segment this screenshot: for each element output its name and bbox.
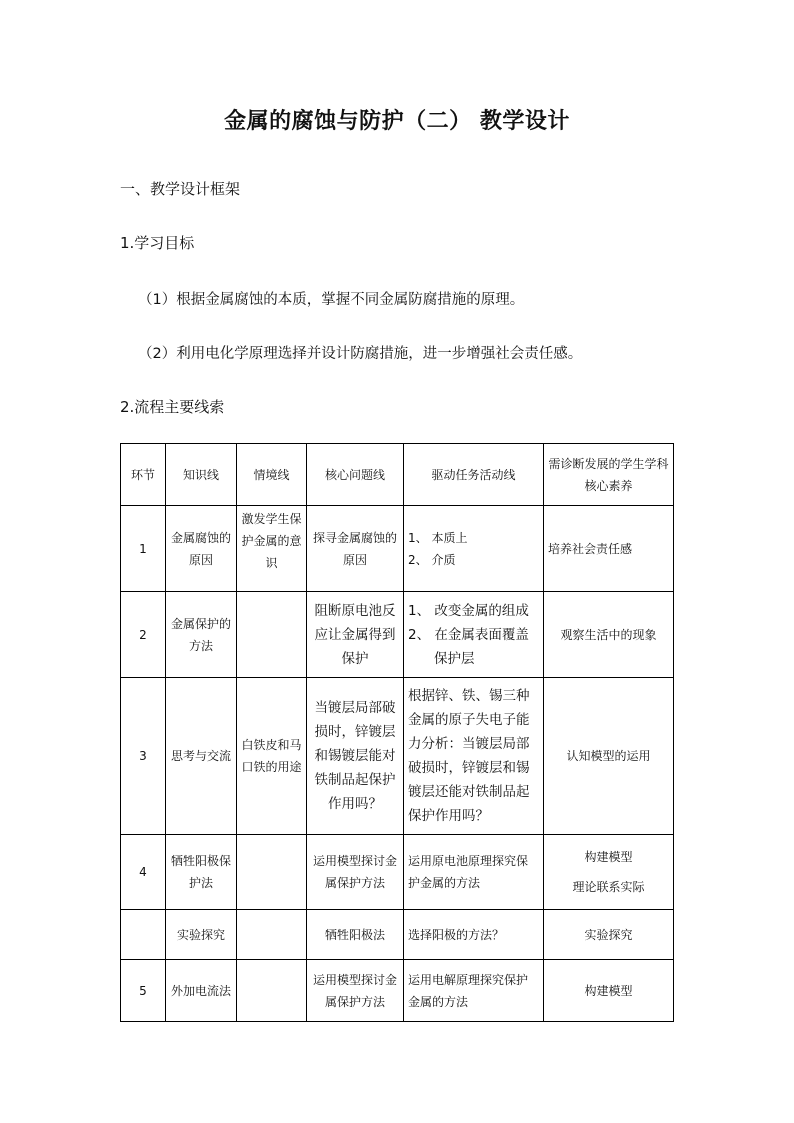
cell-question: 运用模型探讨金属保护方法 <box>307 835 404 910</box>
cell-knowledge: 金属腐蚀的原因 <box>166 506 237 592</box>
section-heading-framework: 一、教学设计框架 <box>120 180 241 198</box>
task-line: 2、 介质 <box>408 552 456 567</box>
cell-question: 牺牲阳极法 <box>307 910 404 960</box>
cell-tasks: 运用电解原理探究保护金属的方法 <box>404 960 544 1022</box>
table-row <box>121 910 674 960</box>
cell-step: 5 <box>121 960 166 1022</box>
task-line: 2、 在金属表面覆盖 <box>408 626 529 643</box>
header-context: 情境线 <box>237 444 307 506</box>
table-row <box>121 592 674 678</box>
header-literacy: 需诊断发展的学生学科核心素养 <box>544 444 674 506</box>
cell-tasks: 运用原电池原理探究保护金属的方法 <box>404 835 544 910</box>
goal-item-2: （2）利用电化学原理选择并设计防腐措施，进一步增强社会责任感。 <box>138 346 583 362</box>
cell-tasks: 选择阳极的方法？ <box>404 910 544 960</box>
cell-question: 阻断原电池反应让金属得到保护 <box>307 592 404 678</box>
flow-heading: 2.流程主要线索 <box>120 398 225 416</box>
flow-table <box>120 443 674 1022</box>
cell-context: 白铁皮和马口铁的用途 <box>237 678 307 835</box>
literacy-line: 理论联系实际 <box>572 880 645 894</box>
cell-tasks: 根据锌、铁、锡三种金属的原子失电子能力分析：当镀层局部破损时，锌镀层和锡镀层还能对铁制品起保护作用吗？ <box>404 678 544 835</box>
cell-step: 4 <box>121 835 166 910</box>
cell-knowledge: 实验探究 <box>166 910 237 960</box>
cell-literacy: 构建模型 <box>544 960 674 1022</box>
goal-item-1: （1）根据金属腐蚀的本质，掌握不同金属防腐措施的原理。 <box>138 292 525 308</box>
task-line: 保护层 <box>434 650 475 667</box>
table-row <box>121 506 674 592</box>
cell-knowledge: 金属保护的方法 <box>166 592 237 678</box>
table-row <box>121 678 674 835</box>
cell-context <box>237 592 307 678</box>
table-header-row <box>121 444 674 506</box>
cell-knowledge: 外加电流法 <box>166 960 237 1022</box>
cell-question: 运用模型探讨金属保护方法 <box>307 960 404 1022</box>
table-row <box>121 960 674 1022</box>
header-tasks: 驱动任务活动线 <box>404 444 544 506</box>
literacy-line: 构建模型 <box>584 850 633 864</box>
cell-tasks <box>404 592 544 678</box>
cell-literacy <box>544 835 674 910</box>
cell-context <box>237 910 307 960</box>
cell-step: 1 <box>121 506 166 592</box>
cell-question: 当镀层局部破损时，锌镀层和锡镀层能对铁制品起保护作用吗？ <box>307 678 404 835</box>
cell-literacy: 观察生活中的现象 <box>544 592 674 678</box>
header-knowledge: 知识线 <box>166 444 237 506</box>
cell-knowledge: 牺牲阳极保护法 <box>166 835 237 910</box>
task-line: 1、 改变金属的组成 <box>408 602 529 619</box>
cell-literacy: 认知模型的运用 <box>544 678 674 835</box>
cell-step: 3 <box>121 678 166 835</box>
header-question: 核心问题线 <box>307 444 404 506</box>
header-step: 环节 <box>121 444 166 506</box>
cell-step: 2 <box>121 592 166 678</box>
task-line: 1、 本质上 <box>408 530 468 545</box>
cell-context <box>237 960 307 1022</box>
cell-step <box>121 910 166 960</box>
cell-context <box>237 835 307 910</box>
cell-literacy: 培养社会责任感 <box>544 506 674 592</box>
goals-heading: 1.学习目标 <box>120 234 195 252</box>
cell-context: 激发学生保护金属的意识 <box>237 506 307 592</box>
cell-literacy: 实验探究 <box>544 910 674 960</box>
cell-tasks <box>404 506 544 592</box>
cell-knowledge: 思考与交流 <box>166 678 237 835</box>
page-title: 金属的腐蚀与防护（二） 教学设计 <box>224 109 570 134</box>
cell-question: 探寻金属腐蚀的原因 <box>307 506 404 592</box>
table-row <box>121 835 674 910</box>
